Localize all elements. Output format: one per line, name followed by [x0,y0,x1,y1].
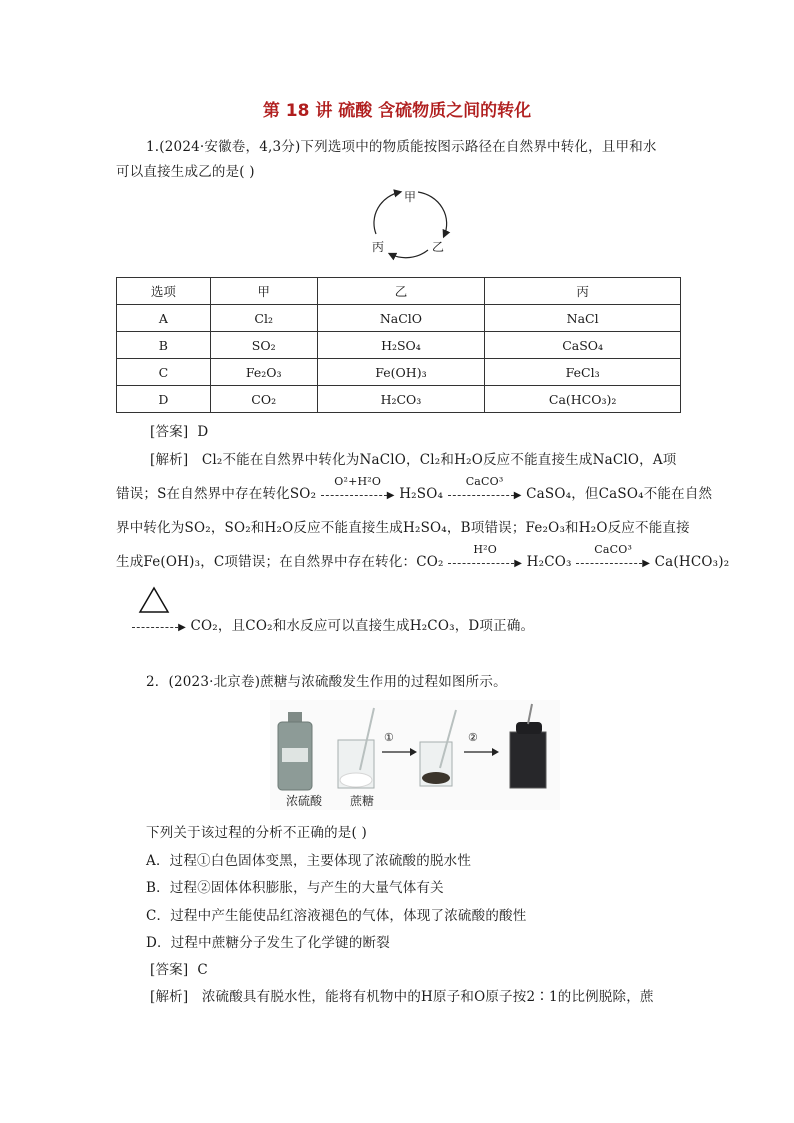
reaction-arrow: H²O ▶ [448,556,522,570]
q1-analysis-line5 [132,614,534,634]
analysis-tag: [解析] [150,989,189,1005]
reaction-condition: CaCO³ [594,542,633,556]
cycle-label-c: 丙 [372,240,385,254]
q1-stem-line1: 1.(2024·安徽卷，4,3分)下列选项中的物质能按图示路径在自然界中转化，且甲和水 [146,139,657,155]
q1-answer [150,420,208,440]
table-cell: NaCl [485,305,681,332]
analysis-tag: [解析] [150,452,189,468]
step2-label: ② [468,731,478,744]
analysis-text: 浓硫酸具有脱水性，能将有机物中的H原子和O原子按2∶1的比例脱除，蔗 [201,989,654,1005]
q1-analysis-line3: 界中转化为SO₂，SO₂和H₂O反应不能直接生成H₂SO₄，B项错误；Fe₂O₃和H₂O反应不能直接 [116,520,690,536]
analysis-text: CO₂，且CO₂和水反应可以直接生成H₂CO₃，D项正确。 [190,618,535,634]
answer-tag: [答案] [150,962,189,978]
analysis-text: H₂CO₃ [526,554,572,570]
q1-analysis-line4 [116,542,730,570]
heat-triangle-icon [138,586,170,614]
answer-value: D [197,424,209,440]
q2-answer [150,958,208,978]
reaction-condition: O²+H²O [334,474,382,488]
q1-stem-line2: 可以直接生成乙的是( ) [116,164,255,180]
answer-tag: [答案] [150,424,189,440]
reaction-condition: CaCO³ [465,474,504,488]
sugar-caption: 蔗糖 [350,794,375,808]
table-cell: H₂SO₄ [317,332,485,359]
option-c: C．过程中产生能使品红溶液褪色的气体，体现了浓硫酸的酸性 [146,908,527,924]
cycle-arrow-b-c [390,250,428,258]
step1-label: ① [384,731,394,744]
table-cell: CO₂ [210,386,317,413]
reaction-arrow: ▶ [132,620,186,634]
analysis-text: 错误；S在自然界中存在转化SO₂ [116,486,317,502]
analysis-text: Ca(HCO₃)₂ [654,554,730,570]
table-row [117,359,681,386]
table-cell: C [117,359,211,386]
table-header-row [117,278,681,305]
table-cell: Fe₂O₃ [210,359,317,386]
table-cell: NaClO [317,305,485,332]
analysis-text: H₂SO₄ [399,486,444,502]
cycle-arrow-a-b [418,192,447,236]
table-row [117,332,681,359]
cycle-label-b: 乙 [432,240,445,254]
table-cell: B [117,332,211,359]
page-title: 第 18 讲 硫酸 含硫物质之间的转化 [262,101,532,121]
options-table [116,277,681,413]
reaction-arrow: O²+H²O ▶ [321,488,395,502]
table-cell: Cl₂ [210,305,317,332]
reaction-arrow: CaCO³ ▶ [576,556,650,570]
table-cell: D [117,386,211,413]
answer-value: C [197,962,208,978]
table-cell: Fe(OH)₃ [317,359,485,386]
q2-stem: 2．(2023·北京卷)蔗糖与浓硫酸发生作用的过程如图所示。 [146,674,507,690]
table-header: 甲 [210,278,317,305]
bottle-caption: 浓硫酸 [286,794,323,808]
q1-analysis-line1 [150,448,677,468]
table-cell: CaSO₄ [485,332,681,359]
table-cell: Ca(HCO₃)₂ [485,386,681,413]
option-d: D．过程中蔗糖分子发生了化学键的断裂 [146,935,390,951]
analysis-text: CaSO₄，但CaSO₄不能在自然 [526,486,713,502]
table-header: 丙 [485,278,681,305]
table-row [117,305,681,332]
table-cell: H₂CO₃ [317,386,485,413]
table-cell: FeCl₃ [485,359,681,386]
reaction-arrow: CaCO³ ▶ [448,488,522,502]
q2-question: 下列关于该过程的分析不正确的是( ) [146,825,367,841]
cycle-label-a: 甲 [404,190,417,204]
option-a: A．过程①白色固体变黑，主要体现了浓硫酸的脱水性 [146,853,472,869]
acid-bottle-icon [278,712,312,790]
option-b: B．过程②固体体积膨胀，与产生的大量气体有关 [146,880,444,896]
table-header: 选项 [117,278,211,305]
reaction-condition: H²O [473,542,497,556]
q1-analysis-line2 [116,474,713,502]
cycle-arrow-c-a [374,192,400,234]
analysis-text: Cl₂不能在自然界中转化为NaClO，Cl₂和H₂O反应不能直接生成NaClO，A项 [201,452,677,468]
table-row [117,386,681,413]
analysis-text: 生成Fe(OH)₃，C项错误；在自然界中存在转化：CO₂ [116,554,444,570]
table-cell: SO₂ [210,332,317,359]
q2-analysis-line1 [150,985,654,1005]
table-header: 乙 [317,278,485,305]
table-cell: A [117,305,211,332]
